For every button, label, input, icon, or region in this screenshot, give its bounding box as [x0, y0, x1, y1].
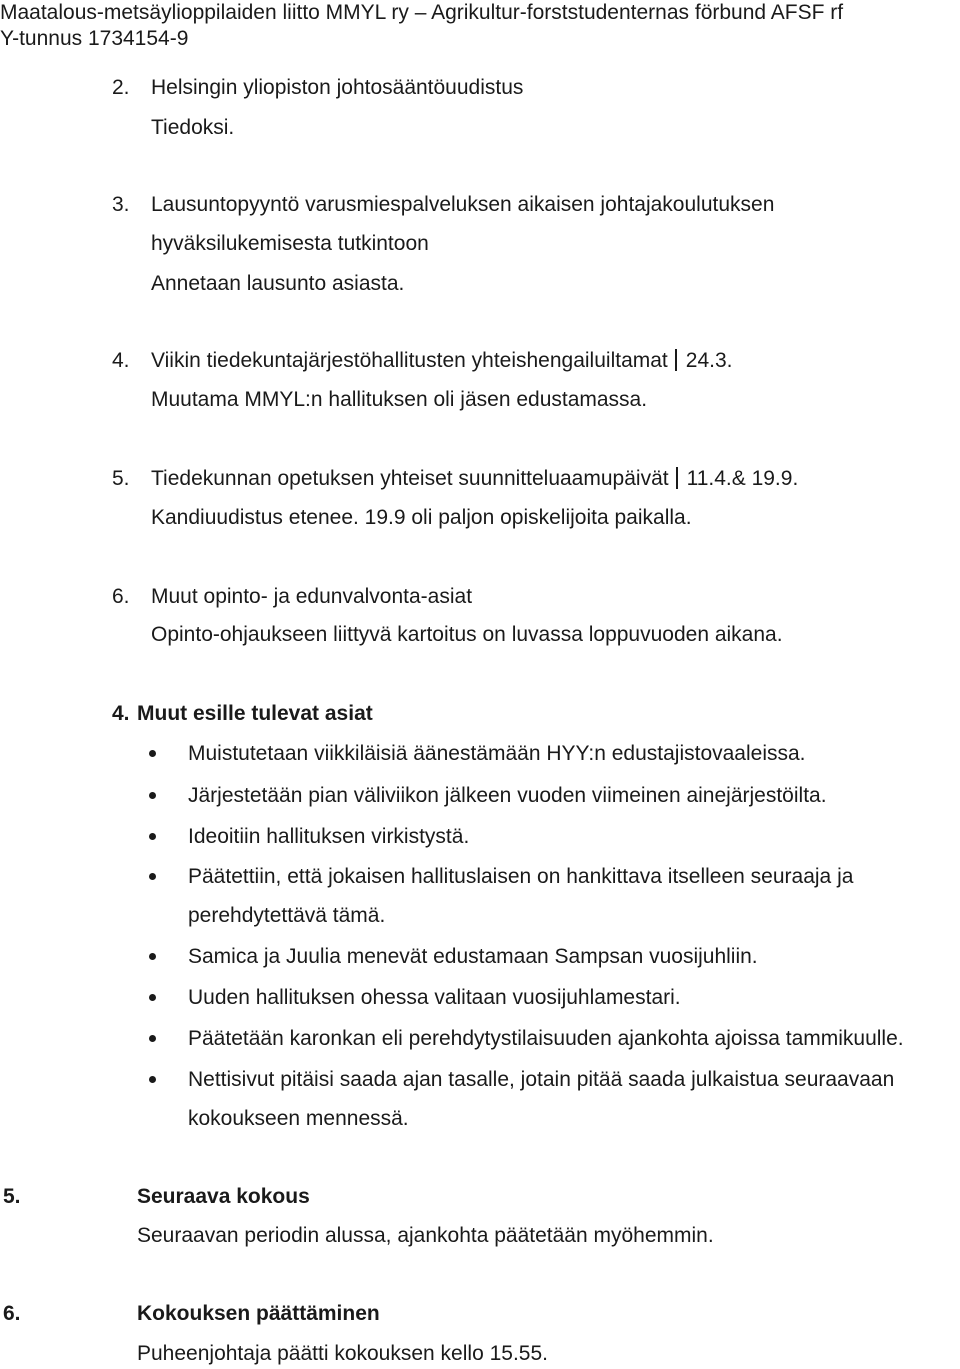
- bullet-text: Ideoitiin hallituksen virkistystä.: [188, 825, 470, 848]
- item-title: Helsingin yliopiston johtosääntöuudistus: [151, 76, 524, 99]
- header-organization: Maatalous-metsäylioppilaiden liitto MMYL ry – Agrikultur-forststudenternas förbund AFSF rf: [0, 1, 844, 24]
- bullet-dot: [149, 750, 156, 757]
- item-number: 5.: [112, 467, 130, 490]
- document-header: [0, 0, 960, 52]
- item-number: 2.: [112, 76, 130, 99]
- item-title-main: Viikin tiedekuntajärjestöhallitusten yhteishengailuiltamat: [151, 349, 668, 372]
- item-title: [151, 348, 732, 374]
- separator-bar: [675, 349, 677, 371]
- item-text: Kandiuudistus etenee. 19.9 oli paljon opiskelijoita paikalla.: [151, 506, 692, 529]
- section-text: Seuraavan periodin alussa, ajankohta päätetään myöhemmin.: [137, 1224, 714, 1247]
- bullet-text-continued: kokoukseen mennessä.: [188, 1107, 409, 1130]
- item-text: Annetaan lausunto asiasta.: [151, 272, 405, 295]
- bullet-text: Päätettiin, että jokaisen hallituslaisen on hankittava itselleen seuraaja ja: [188, 865, 854, 888]
- section-heading: Seuraava kokous: [137, 1185, 310, 1208]
- bullet-dot: [149, 792, 156, 799]
- item-text: Opinto-ohjaukseen liittyvä kartoitus on luvassa loppuvuoden aikana.: [151, 623, 783, 646]
- bullet-text: Nettisivut pitäisi saada ajan tasalle, jotain pitää saada julkaistua seuraavaan: [188, 1068, 895, 1091]
- bullet-text: Päätetään karonkan eli perehdytystilaisuuden ajankohta ajoissa tammikuulle.: [188, 1027, 904, 1050]
- item-title-main: Tiedekunnan opetuksen yhteiset suunnitteluaamupäivät: [151, 467, 669, 490]
- item-title: Muut opinto- ja edunvalvonta-asiat: [151, 585, 473, 608]
- bullet-dot: [149, 833, 156, 840]
- bullet-dot: [149, 1076, 156, 1083]
- item-number: 6.: [112, 585, 130, 608]
- section-heading: Muut esille tulevat asiat: [137, 702, 373, 725]
- bullet-text: Samica ja Juulia menevät edustamaan Sampsan vuosijuhliin.: [188, 945, 758, 968]
- bullet-text: Järjestetään pian väliviikon jälkeen vuoden viimeinen ainejärjestöilta.: [188, 784, 827, 807]
- bullet-text: Muistutetaan viikkiläisiä äänestämään HYY:n edustajistovaaleissa.: [188, 742, 806, 765]
- section-number: 5.: [3, 1185, 21, 1208]
- item-number: 4.: [112, 349, 130, 372]
- bullet-dot: [149, 1035, 156, 1042]
- section-text: Puheenjohtaja päätti kokouksen kello 15.55.: [137, 1342, 548, 1365]
- section-number: 6.: [3, 1302, 21, 1325]
- section-number: 4.: [112, 702, 130, 725]
- item-title: [151, 466, 798, 492]
- bullet-text: Uuden hallituksen ohessa valitaan vuosijuhlamestari.: [188, 986, 681, 1009]
- section-heading: Kokouksen päättäminen: [137, 1302, 380, 1325]
- item-text: Muutama MMYL:n hallituksen oli jäsen edustamassa.: [151, 388, 648, 411]
- header-business-id: Y-tunnus 1734154-9: [0, 27, 189, 50]
- item-number: 3.: [112, 193, 130, 216]
- item-title-date: 24.3.: [685, 349, 733, 372]
- item-text: Tiedoksi.: [151, 116, 235, 139]
- bullet-text-continued: perehdytettävä tämä.: [188, 904, 386, 927]
- item-title: Lausuntopyyntö varusmiespalveluksen aikaisen johtajakoulutuksen: [151, 193, 775, 216]
- item-text: hyväksilukemisesta tutkintoon: [151, 232, 429, 255]
- item-title-date: 11.4.& 19.9.: [686, 467, 799, 490]
- bullet-dot: [149, 994, 156, 1001]
- bullet-dot: [149, 873, 156, 880]
- bullet-dot: [149, 953, 156, 960]
- separator-bar: [676, 467, 678, 489]
